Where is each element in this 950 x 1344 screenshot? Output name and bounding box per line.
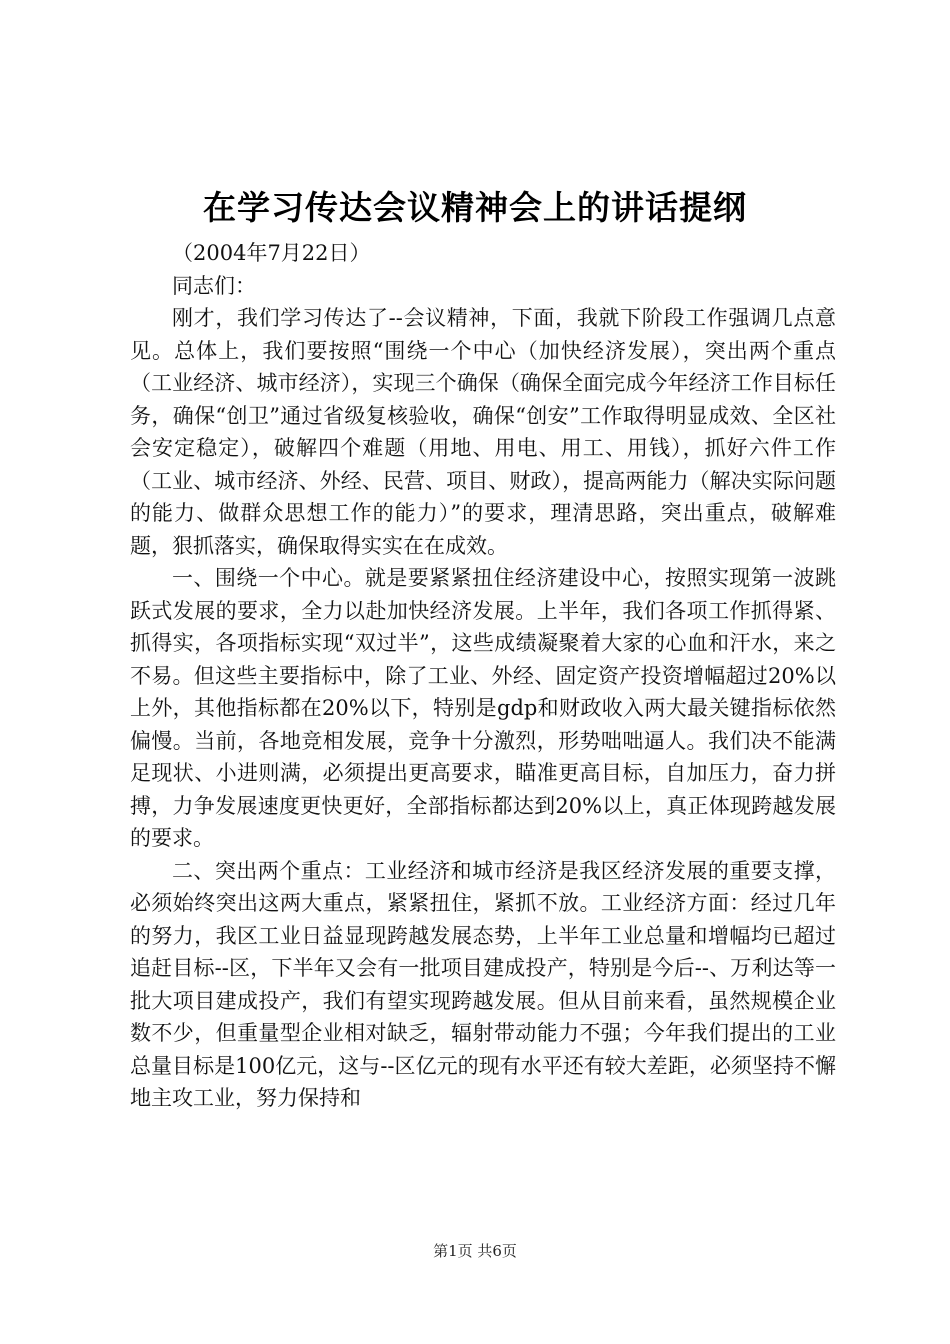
paragraph-intro: 刚才，我们学习传达了--会议精神，下面，我就下阶段工作强调几点意见。总体上，我们要按照“围绕一个中心（加快经济发展），突出两个重点（工业经济、城市经济），实现三个确保（确保全面完成今年经济工作目标任务，确保“创卫”通过省级复核验收，确保“创安”工作取得明显成效、全区社会安定稳定），破解四个难题（用地、用电、用工、用钱），抓好六件工作（工业、城市经济、外经、民营、项目、财政），提高两能力（解决实际问题的能力、做群众思想工作的能力）”的要求，理清思路，突出重点，破解难题，狠抓落实，确保取得实实在在成效。 [130,306,836,558]
paragraph-two-focus: 二、突出两个重点：工业经济和城市经济是我区经济发展的重要支撑，必须始终突出这两大重点，紧紧扭住，紧抓不放。工业经济方面：经过几年的努力，我区工业日益显现跨越发展态势，上半年工业总量和增幅均已超过追赶目标--区，下半年又会有一批项目建成投产，特别是今后--、万利达等一批大项目建成投产，我们有望实现跨越发展。但从目前来看，虽然规模企业数不少，但重量型企业相对缺乏，辐射带动能力不强；今年我们提出的工业总量目标是100亿元，这与--区亿元的现有水平还有较大差距，必须坚持不懈地主攻工业，努力保持和 [130,858,836,1110]
paragraph-one-center: 一、围绕一个中心。就是要紧紧扭住经济建设中心，按照实现第一波跳跃式发展的要求，全力以赴加快经济发展。上半年，我们各项工作抓得紧、抓得实，各项指标实现“双过半”，这些成绩凝聚着大家的心血和汗水，来之不易。但这些主要指标中，除了工业、外经、固定资产投资增幅超过20%以上外，其他指标都在20%以下，特别是gdp和财政收入两大最关键指标依然偏慢。当前，各地竞相发展，竞争十分激烈，形势咄咄逼人。我们决不能满足现状、小进则满，必须提出更高要求，瞄准更高目标，自加压力，奋力拼搏，力争发展速度更快更好，全部指标都达到20%以上，真正体现跨越发展的要求。 [130,566,836,850]
document-body [130,237,836,1115]
date-line: （2004年7月22日） [172,241,371,265]
salutation: 同志们： [172,273,256,298]
page-footer: 第1页 共6页 [433,1242,517,1260]
document-title: 在学习传达会议精神会上的讲话提纲 [203,188,747,227]
